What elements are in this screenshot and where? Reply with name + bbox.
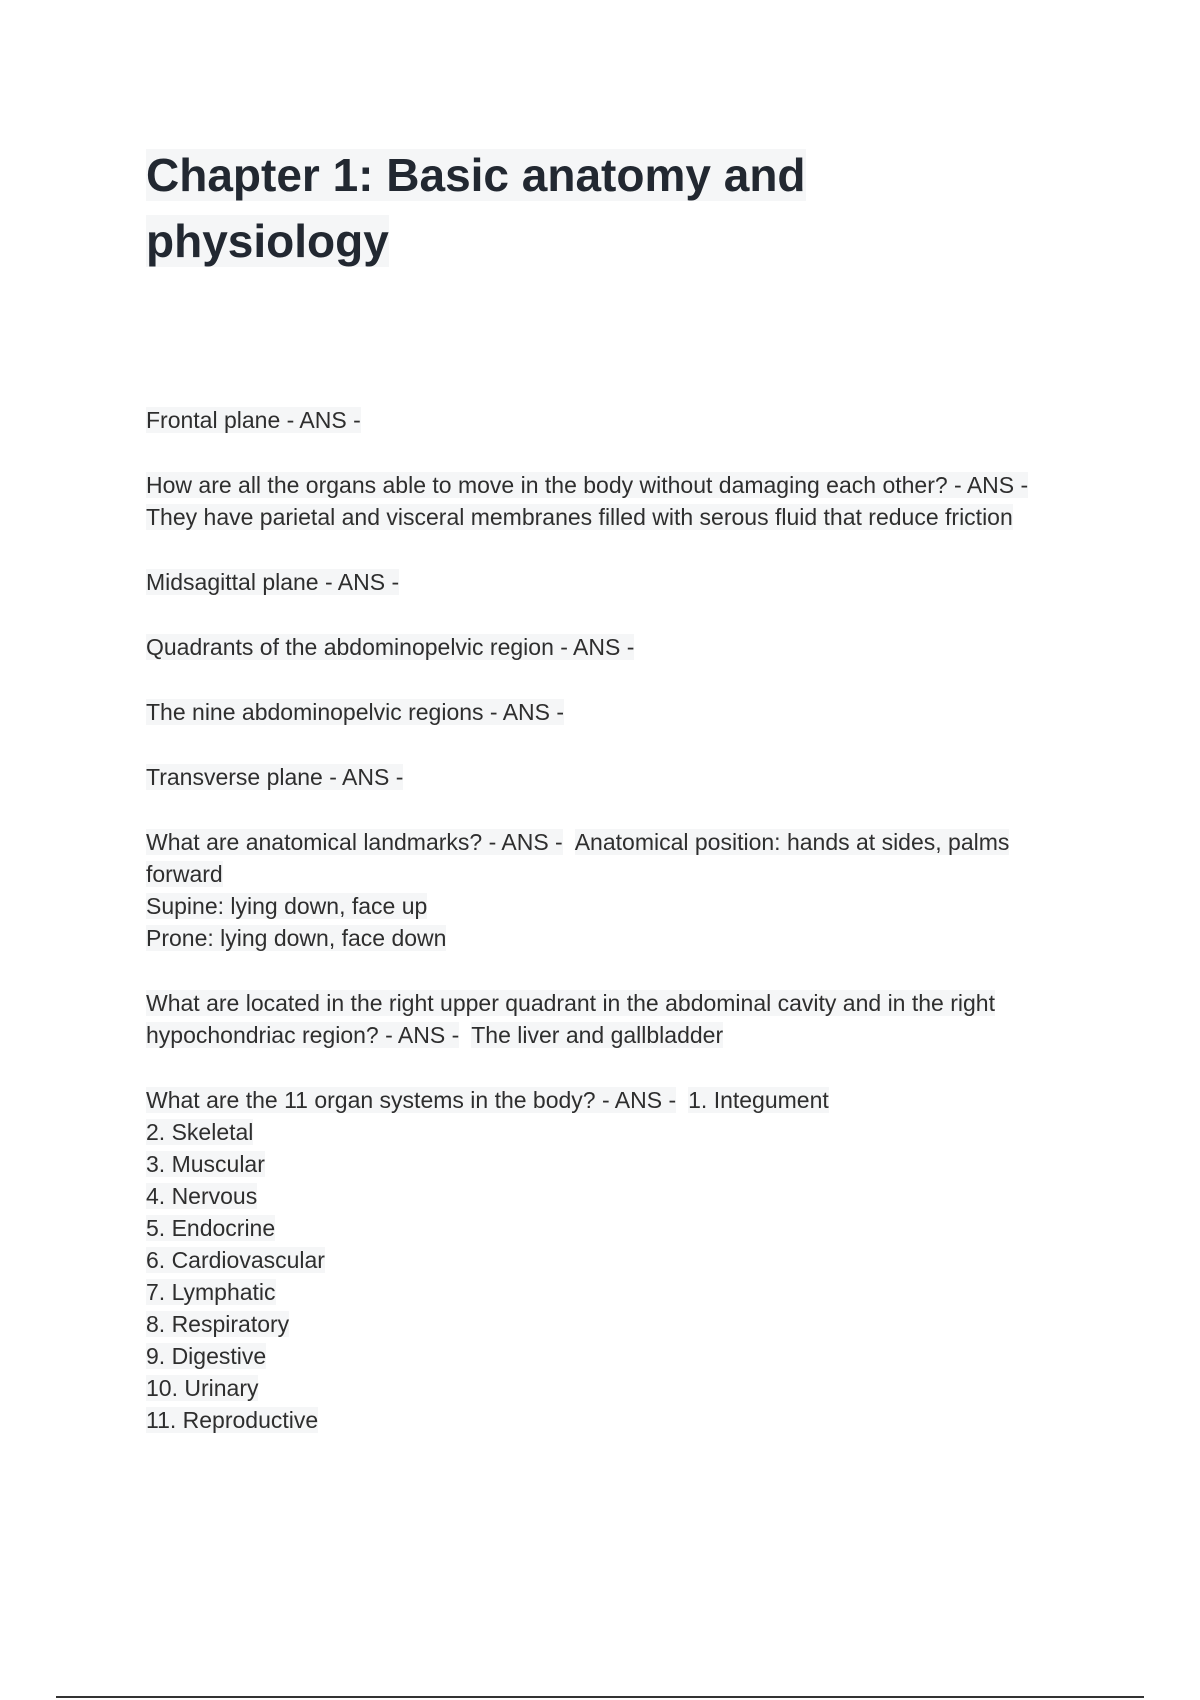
list-item: 3. Muscular [146,1151,265,1177]
question-text: How are all the organs able to move in the body without damaging each other? - ANS - [146,472,1029,498]
list-item: 5. Endocrine [146,1215,276,1241]
question-text: Frontal plane - ANS - [146,407,361,433]
title-line-2: physiology [146,215,389,267]
flashcard-right-upper-quadrant [146,987,1096,1051]
question-text: Quadrants of the abdominopelvic region - ANS - [146,634,635,660]
question-text: What are located in the right upper quadrant in the abdominal cavity and in the right [146,990,995,1016]
question-text: What are the 11 organ systems in the body? - ANS - [146,1087,677,1113]
flashcard-midsagittal-plane [146,566,1096,598]
flashcard-frontal-plane [146,404,1096,436]
page-bottom-divider [56,1696,1144,1698]
question-text: The nine abdominopelvic regions - ANS - [146,699,565,725]
list-item: 7. Lymphatic [146,1279,276,1305]
list-item: 9. Digestive [146,1343,267,1369]
flashcard-transverse-plane [146,761,1096,793]
list-item: 2. Skeletal [146,1119,254,1145]
flashcard-organ-systems [146,1084,1096,1436]
answer-text: Anatomical position: hands at sides, palms [574,829,1010,855]
flashcard-quadrants [146,631,1096,663]
flashcard-nine-regions [146,696,1096,728]
flashcard-organ-movement [146,469,1096,533]
question-text: Midsagittal plane - ANS - [146,569,400,595]
list-item: 11. Reproductive [146,1407,319,1433]
page-title [146,142,906,274]
flashcard-anatomical-landmarks [146,826,1096,954]
answer-text: Prone: lying down, face down [146,925,447,951]
answer-text: Supine: lying down, face up [146,893,428,919]
list-item: 1. Integument [688,1087,829,1113]
list-item: 4. Nervous [146,1183,258,1209]
list-item: 6. Cardiovascular [146,1247,325,1273]
question-text: What are anatomical landmarks? - ANS - [146,829,563,855]
title-line-1: Chapter 1: Basic anatomy and [146,149,806,201]
answer-text: They have parietal and visceral membranes filled with serous fluid that reduce friction [146,504,1013,530]
flashcard-list [146,404,1096,1469]
question-text: hypochondriac region? - ANS - [146,1022,460,1048]
list-item: 8. Respiratory [146,1311,290,1337]
answer-text: The liver and gallbladder [471,1022,724,1048]
question-text: Transverse plane - ANS - [146,764,404,790]
answer-text: forward [146,861,223,887]
list-item: 10. Urinary [146,1375,259,1401]
